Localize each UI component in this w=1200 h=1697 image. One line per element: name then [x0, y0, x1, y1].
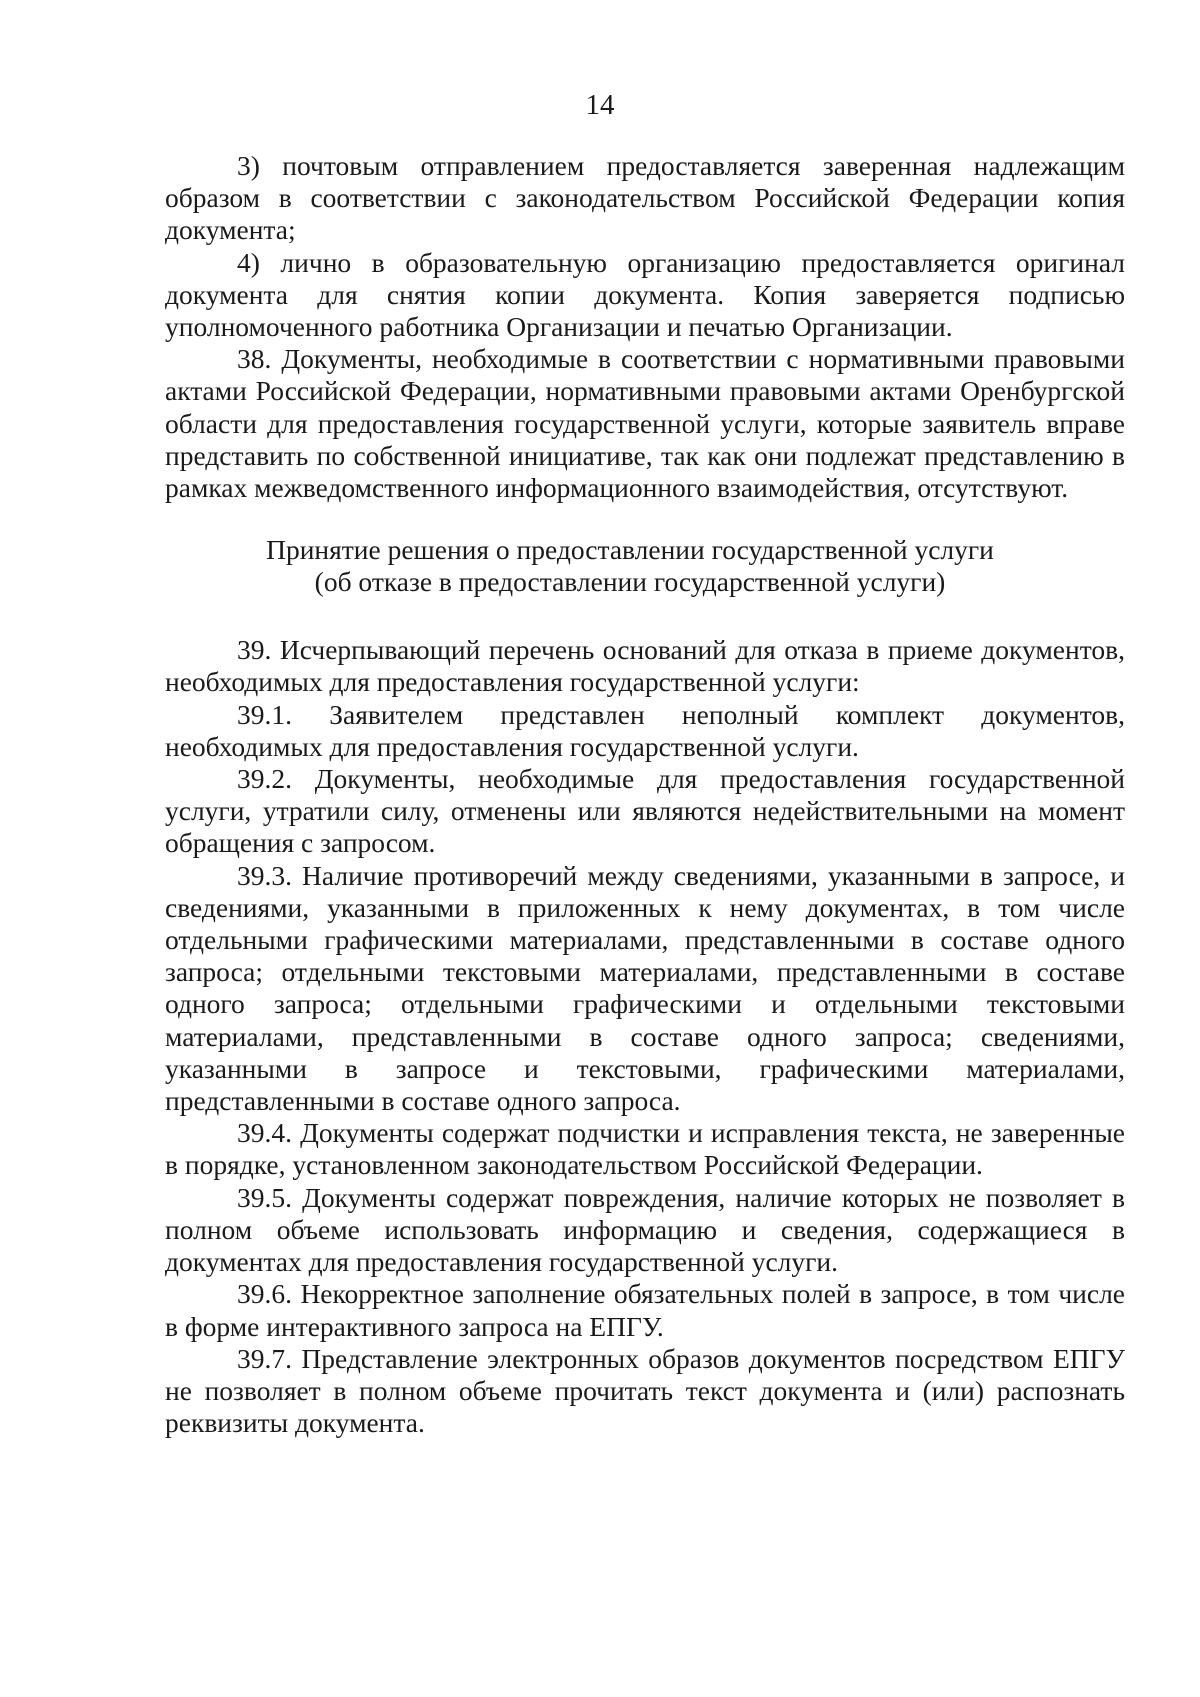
paragraph-3-postal: 3) почтовым отправлением предоставляется заверенная надлежащим образом в соответствии с законодательством Российской Федерации копия документа;	[165, 150, 1125, 246]
paragraph-39-5: 39.5. Документы содержат повреждения, наличие которых не позволяет в полном объеме использовать информацию и сведения, содержащиеся в документах для предоставления государственной услуги.	[165, 1181, 1125, 1278]
paragraph-39-1: 39.1. Заявителем представлен неполный комплект документов, необходимых для предоставления государственной услуги.	[165, 698, 1125, 762]
paragraph-39-2: 39.2. Документы, необходимые для предоставления государственной услуги, утратили силу, отменены или являются недействительными на момент обращения с запросом.	[165, 763, 1125, 859]
page-number: 14	[585, 89, 615, 121]
section-heading: Принятие решения о предоставлении государственной услуги (об отказе в предоставлении государственной услуги)	[266, 534, 994, 598]
paragraph-4-in-person: 4) лично в образовательную организацию предоставляется оригинал документа для снятия копии документа. Копия заверяется подписью уполномоченного работника Организации и печатью Организации.	[165, 246, 1125, 343]
paragraph-39: 39. Исчерпывающий перечень оснований для отказа в приеме документов, необходимых для предоставления государственной услуги:	[165, 634, 1125, 698]
paragraph-39-4: 39.4. Документы содержат подчистки и исправления текста, не заверенные в порядке, установленном законодательством Российской Федерации.	[165, 1117, 1125, 1181]
paragraph-39-7: 39.7. Представление электронных образов документов посредством ЕПГУ не позволяет в полном объеме прочитать текст документа и (или) распознать реквизиты документа.	[165, 1342, 1125, 1439]
paragraph-38: 38. Документы, необходимые в соответствии с нормативными правовыми актами Российской Федерации, нормативными правовыми актами Оренбургской области для предоставления государственной услуги, которые заявитель вправе представить по собственной инициативе, так как они подлежат представлению в рамках межведомственного информационного взаимодействия, отсутствуют.	[165, 343, 1125, 504]
document-body	[165, 150, 1125, 1439]
paragraph-39-6: 39.6. Некорректное заполнение обязательных полей в запросе, в том числе в форме интерактивного запроса на ЕПГУ.	[165, 1278, 1125, 1342]
paragraph-39-3: 39.3. Наличие противоречий между сведениями, указанными в запросе, и сведениями, указанными в приложенных к нему документах, в том числе отдельными графическими материалами, представленными в составе одного запроса; отдельными текстовыми материалами, представленными в составе одного запроса; отдельными графическими и отдельными текстовыми материалами, представленными в составе одного запроса; сведениями, указанными в запросе и текстовыми, графическими материалами, представленными в составе одного запроса.	[165, 859, 1125, 1117]
